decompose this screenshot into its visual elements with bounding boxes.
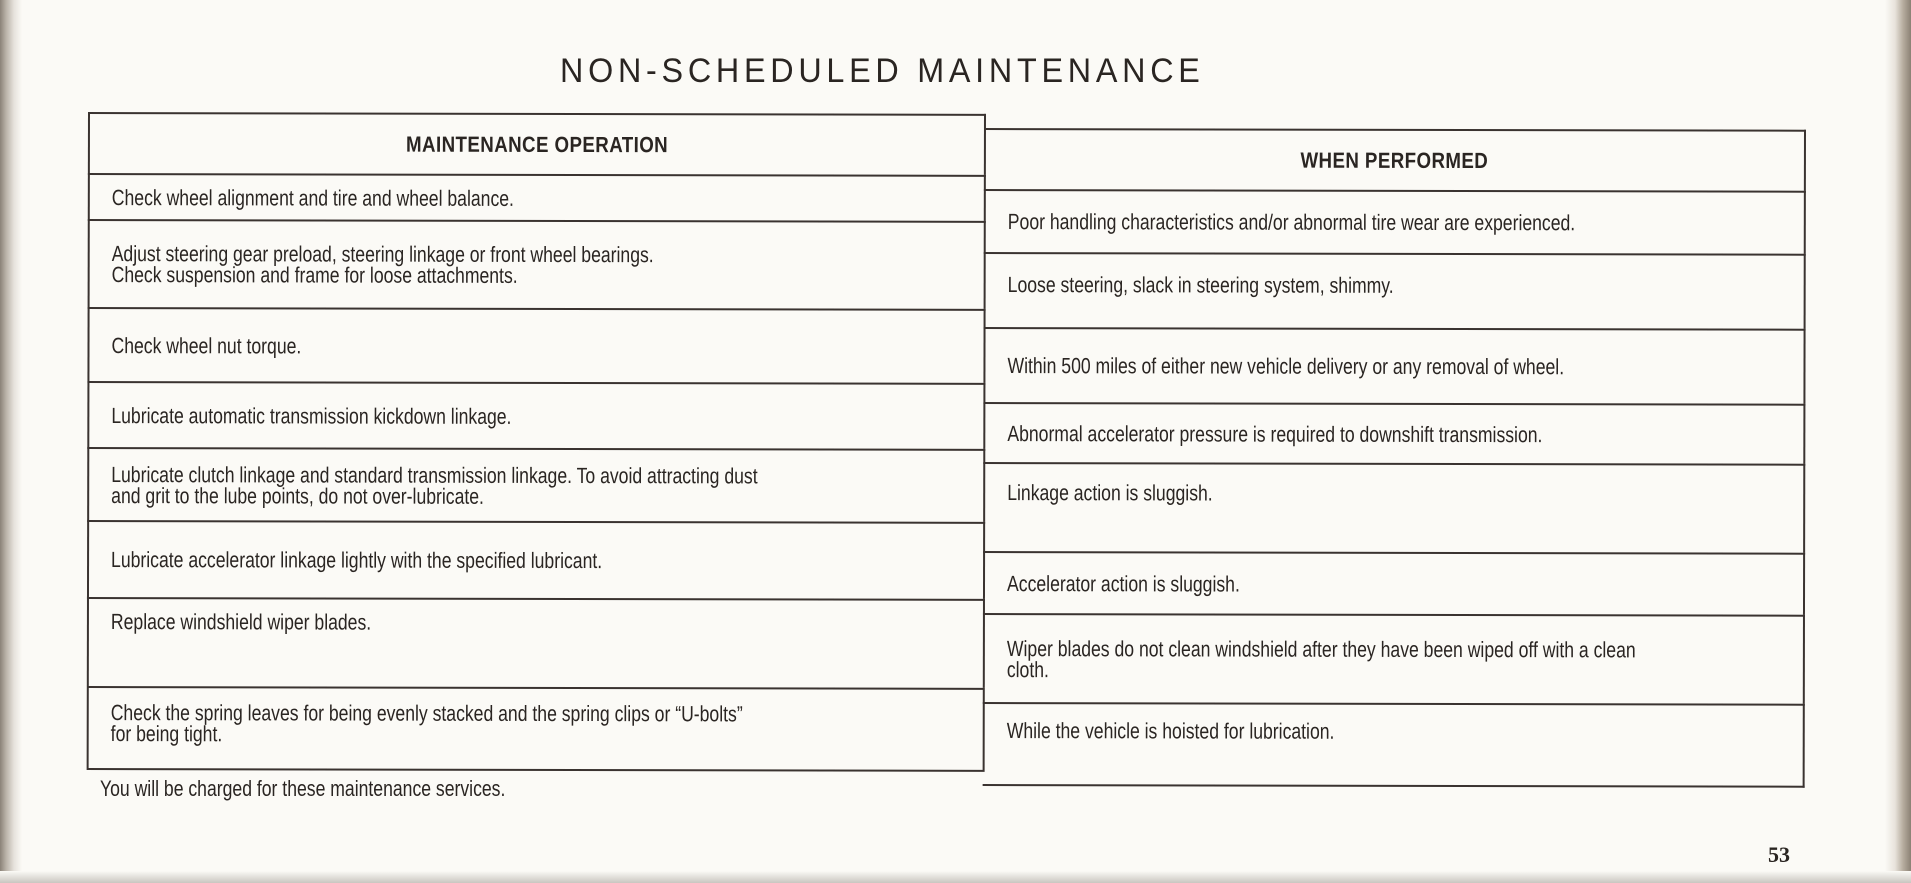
operation-cell: Check wheel nut torque. <box>111 332 302 358</box>
operation-cell: Lubricate accelerator linkage lightly with the specified lubricant. <box>111 547 603 574</box>
table-row <box>87 381 985 449</box>
table-row <box>87 520 985 599</box>
table-row <box>88 219 986 309</box>
operation-column <box>87 112 986 772</box>
operation-header-cell <box>88 112 986 175</box>
when-cell: Within 500 miles of either new vehicle delivery or any removal of wheel. <box>1007 353 1565 380</box>
page-binding-shadow <box>0 0 22 883</box>
when-header-cell <box>984 128 1806 191</box>
page-edge-shadow <box>1885 0 1911 883</box>
page-number: 53 <box>1768 842 1790 867</box>
table-row <box>87 686 985 772</box>
when-cell: Accelerator action is sluggish. <box>1007 570 1240 597</box>
when-cell: While the vehicle is hoisted for lubrication. <box>1006 718 1335 744</box>
operation-cell: Lubricate automatic transmission kickdown linkage. <box>111 402 512 429</box>
table-row <box>984 252 1806 329</box>
table-row <box>983 702 1805 788</box>
when-performed-column <box>983 128 1806 790</box>
when-cell: Wiper blades do not clean windshield after they have been wiped off with a clean cloth. <box>1006 635 1636 682</box>
table-row <box>87 307 985 383</box>
page-title: NON-SCHEDULED MAINTENANCE <box>560 52 1205 90</box>
when-cell: Abnormal accelerator pressure is required to downshift transmission. <box>1007 420 1543 447</box>
operation-cell: Adjust steering gear preload, steering linkage or front wheel bearings. Check suspension and frame for loose attachments. <box>111 241 654 288</box>
operation-cell: Check wheel alignment and tire and wheel balance. <box>111 184 514 211</box>
when-cell: Loose steering, slack in steering system, shimmy. <box>1007 272 1394 298</box>
operation-cell: Replace windshield wiper blades. <box>110 609 372 635</box>
table-row <box>983 613 1805 704</box>
table-row <box>88 173 986 221</box>
page-bottom-edge <box>0 871 1911 883</box>
table-row <box>87 597 985 688</box>
table-row <box>984 189 1806 254</box>
operation-cell: Lubricate clutch linkage and standard transmission linkage. To avoid attracting dust and grit to the lube points, do not over-lubricate. <box>111 461 758 509</box>
table-row <box>983 327 1805 404</box>
table-row <box>983 551 1805 615</box>
charge-footnote: You will be charged for these maintenance services. <box>100 776 506 801</box>
table-row <box>983 462 1805 553</box>
table-row <box>87 447 985 522</box>
when-cell: Poor handling characteristics and/or abnormal tire wear are experienced. <box>1007 209 1576 236</box>
when-header: WHEN PERFORMED <box>1300 147 1488 173</box>
table-row <box>983 402 1805 464</box>
operation-header: MAINTENANCE OPERATION <box>405 131 668 157</box>
operation-cell: Check the spring leaves for being evenly stacked and the spring clips or “U-bolts” for being tight. <box>110 700 743 747</box>
when-cell: Linkage action is sluggish. <box>1007 480 1213 506</box>
